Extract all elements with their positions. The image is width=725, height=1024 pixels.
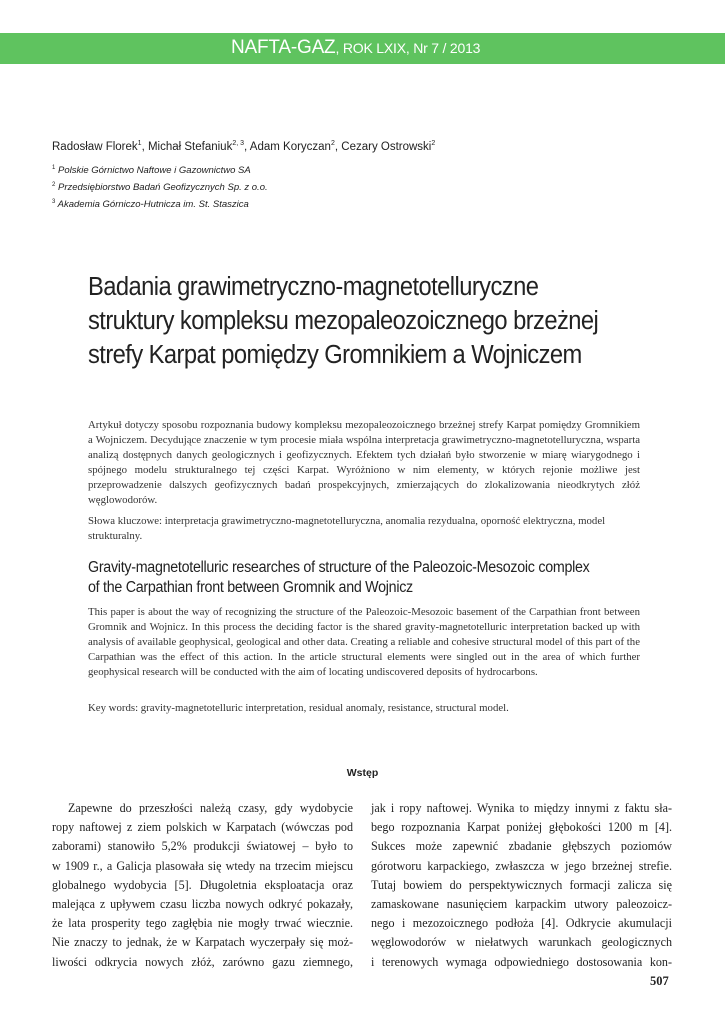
author-list [52,140,435,153]
body-line: ropy naftowej z ziem polskich w Karpatach (wówczas pod [52,820,353,835]
paper-title-en [88,558,658,598]
section-heading: Wstęp [346,767,379,779]
body-line: że lata prosperity tego zagłębia nie mogły trwać wiecznie. [52,916,353,931]
author-name: Cezary Ostrowski [341,141,432,153]
paper-title-pl [88,270,646,372]
author-name: Adam Koryczan [249,141,331,153]
author-name: Michał Stefaniuk [147,141,233,153]
affiliation [52,199,249,210]
author-affiliation-ref: 2 [431,140,436,147]
affiliation [52,182,268,193]
author-affiliation-ref: 1 [137,140,142,147]
body-line: Zapewne do przeszłości należą czasy, gdy wydobycie [68,801,353,815]
author-separator: , [334,141,342,153]
body-line: globalnego wydobycia [5]. Długoletnia eksploatacja oraz [52,877,353,892]
affiliation [52,165,251,176]
body-line: nego i mezozoicznego podłoża [4]. Odkrycie akumulacji [371,916,672,931]
journal-name: NAFTA-GAZ [231,37,336,58]
body-line: malejąca z upływem czasu liczba nowych odkryć pokazały, [52,896,353,911]
affiliation-text: Akademia Górniczo-Hutnicza im. St. Staszica [57,199,249,210]
affiliation-number: 3 [52,199,56,205]
body-line: Nie znaczy to jednak, że w Karpatach wyczerpały się moż- [52,935,353,950]
abstract-pl: Artykuł dotyczy sposobu rozpoznania budowy kompleksu mezopaleozoicznego brzeżnej strefy Karpat pomiędzy Gromnikiem a Wojniczem. Decydujące znaczenie w tym procesie miała wspólna interpretacja grawimetryczno-magnetotelluryczna, wsparta analizą dostępnych danych geologicznych i geofizycznych. Efektem tych działań było stworzenie w miarę wiarygodnego i spójnego modelu strukturalnego tej części Karpat. Wyróżniono w nim elementy, w których rejonie możliwe jest przeprowadzenie dalszych geofizycznych badań prospekcyjnych, zmierzających do zlokalizowania nieodkrytych złóż węglowodorów. [88,419,640,507]
author-affiliation-ref: 2, 3 [232,140,245,147]
body-line: w 1909 r., a Galicja plasowała się wtedy na trzecim miejscu [52,858,353,873]
author-affiliation-ref: 2 [330,140,335,147]
affiliation-text: Polskie Górnictwo Naftowe i Gazownictwo SA [57,165,251,176]
affiliation-number: 1 [52,165,56,171]
body-column-left [52,799,353,972]
affiliation-text: Przedsiębiorstwo Badań Geofizycznych Sp. z o.o. [57,182,268,193]
body-line: bego rozpoznania Karpat poniżej głębokości 1200 m [4]. [371,820,672,835]
author-separator: , [244,141,250,153]
journal-issue: , ROK LXIX, Nr 7 / 2013 [335,40,481,56]
body-line: jak i ropy naftowej. Wynika to między innymi z faktu sła- [371,801,672,815]
body-line: liwości odkrycia nowych złóż, zarówno gazu ziemnego, [52,954,353,969]
keywords-en: Key words: gravity-magnetotelluric interpretation, residual anomaly, resistance, structural model. [88,702,509,714]
title-line: struktury kompleksu mezopaleozoicznego brzeżnej [88,307,599,335]
body-line: Sukces może zapewnić zbadanie głębszych poziomów [371,839,672,854]
title-line: Gravity-magnetotelluric researches of structure of the Paleozoic-Mesozoic complex [88,559,590,576]
title-line: Badania grawimetryczno-magnetotelluryczne [88,273,539,301]
body-column-right [371,799,672,972]
body-line: zaborami) stanowiło 5,2% produkcji światowej – było to [52,839,353,854]
keywords-pl: Słowa kluczowe: interpretacja grawimetryczno-magnetotelluryczna, anomalia rezydualna, oporność elektryczna, model strukturalny. [88,515,606,543]
body-line: Tutaj bowiem do perspektywicznych formacji zalicza się [371,877,672,892]
body-line: górotworu karpackiego, zwłaszcza w jego brzeżnej strefie. [371,858,672,873]
title-line: of the Carpathian front between Gromnik and Wojnicz [88,579,413,596]
body-line: i terenowych wymaga odpowiedniego dostosowania kon- [371,954,672,969]
page-number: 507 [650,974,669,988]
body-line: zamaskowane nasunięciem karpackim utwory paleozoicz- [371,896,672,911]
body-line: węglowodorów w niełatwych warunkach geologicznych [371,935,672,950]
title-line: strefy Karpat pomiędzy Gromnikiem a Wojniczem [88,341,582,369]
journal-header [231,37,480,59]
abstract-en: This paper is about the way of recognizing the structure of the Paleozoic-Mesozoic basement of the Carpathian front between Gromnik and Wojnicz. In this process the deciding factor is the shared gravity-magnetotelluric interpretation backed up with analysis of available geophysical, geological and other data. Creating a reliable and cohesive structural model of this part of the Carpathian was the effect of this action. In the article structural elements were singled out in the area of which further geophysical research will be conducted with the aim of locating undiscovered deposits of hydrocarbons. [88,606,640,679]
author-name: Radosław Florek [52,141,138,153]
affiliation-number: 2 [52,182,56,188]
author-separator: , [141,141,148,153]
